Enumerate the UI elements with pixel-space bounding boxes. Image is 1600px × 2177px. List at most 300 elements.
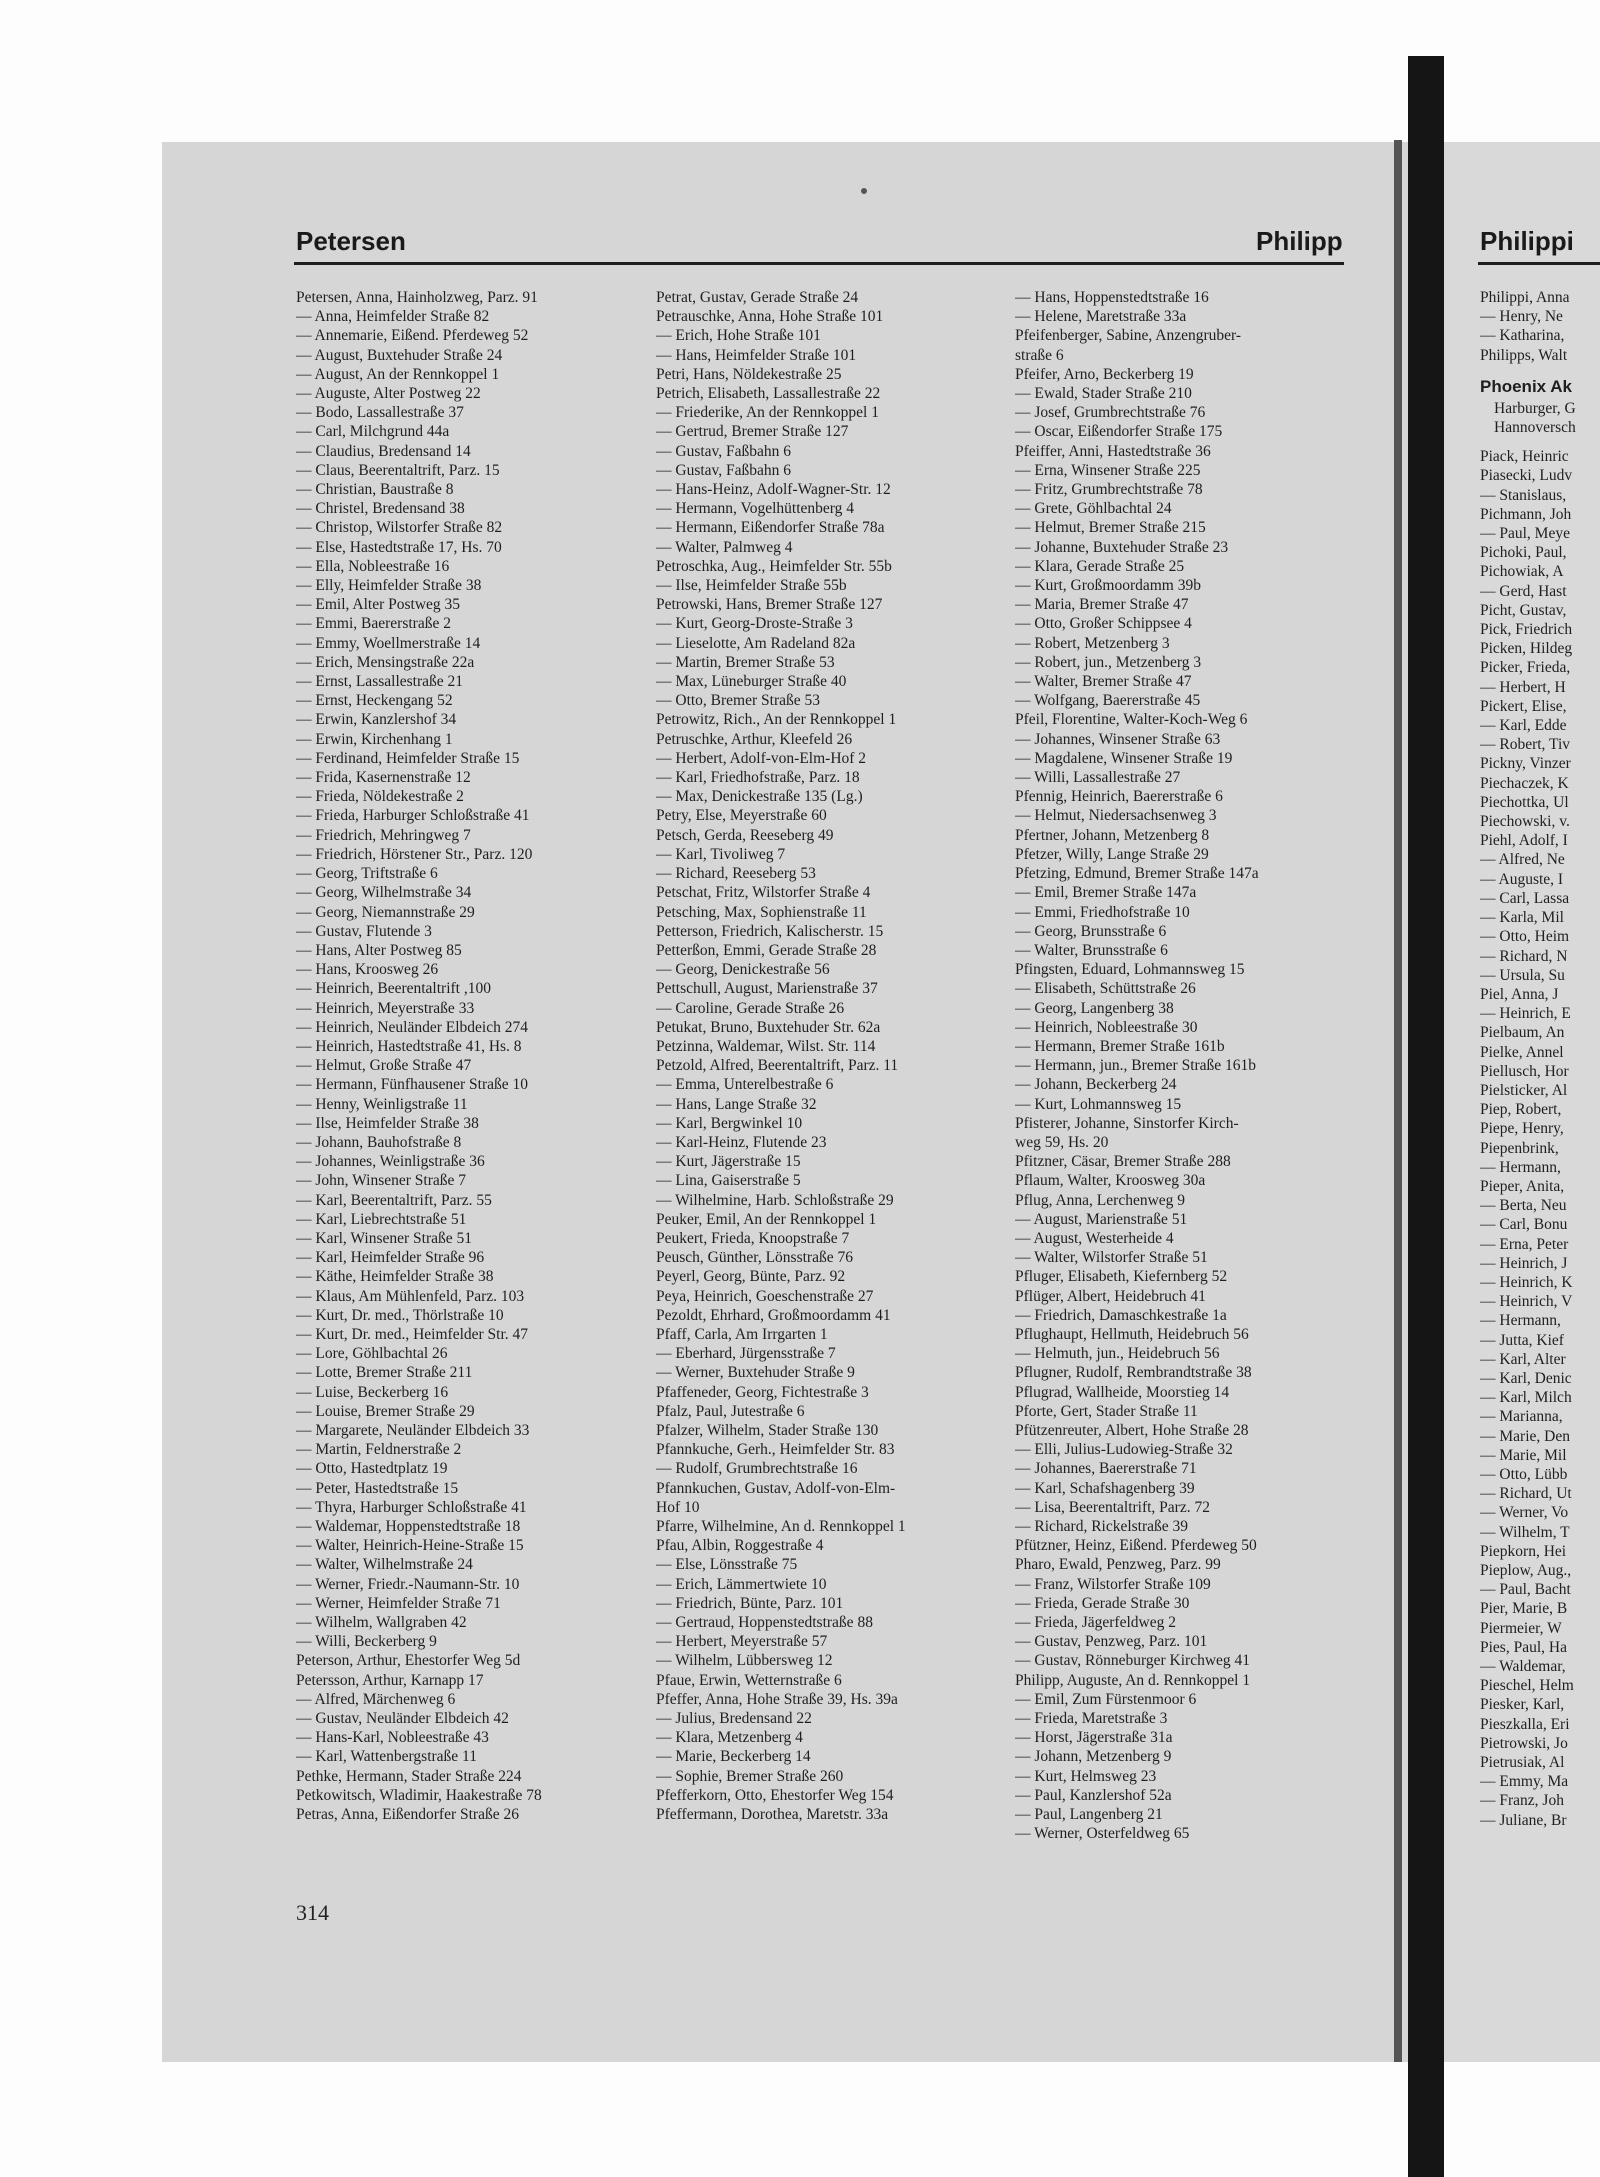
directory-entry: Pickert, Elise, — [1480, 697, 1567, 715]
directory-entry: Piep, Robert, — [1480, 1101, 1562, 1119]
directory-entry: — Gustav, Rönneburger Kirchweg 41 — [1015, 1652, 1251, 1670]
directory-entry: — Heinrich, J — [1480, 1254, 1568, 1272]
directory-entry: — August, Buxtehuder Straße 24 — [296, 346, 503, 364]
directory-entry: Petrat, Gustav, Gerade Straße 24 — [656, 289, 859, 306]
directory-entry: Pfützenreuter, Albert, Hohe Straße 28 — [1015, 1421, 1249, 1439]
directory-entry: — Karl, Wattenbergstraße 11 — [296, 1748, 477, 1766]
directory-entry: — Paul, Meye — [1480, 525, 1570, 543]
directory-entry: — Kurt, Dr. med., Heimfelder Str. 47 — [296, 1325, 529, 1343]
directory-entry: — Emmy, Ma — [1480, 1773, 1569, 1791]
directory-entry: — Helmut, Große Straße 47 — [296, 1057, 472, 1075]
directory-entry: — Alfred, Ne — [1480, 851, 1565, 869]
directory-entry: Peterson, Arthur, Ehestorfer Weg 5d — [296, 1652, 521, 1670]
directory-entry: — Kurt, Lohmannsweg 15 — [1015, 1095, 1182, 1113]
directory-entry: — Erich, Mensingstraße 22a — [296, 653, 475, 671]
directory-entry: — Paul, Langenberg 21 — [1015, 1806, 1163, 1824]
directory-entry: — Max, Denickestraße 135 (Lg.) — [656, 788, 863, 806]
page-number: 314 — [296, 1900, 329, 1925]
directory-entry: — Waldemar, Hoppenstedtstraße 18 — [296, 1518, 521, 1535]
directory-entry: — Frieda, Gerade Straße 30 — [1015, 1594, 1190, 1612]
directory-entry: — Emmy, Woellmerstraße 14 — [296, 634, 481, 652]
directory-entry: — Werner, Friedr.-Naumann-Str. 10 — [296, 1575, 520, 1593]
directory-entry: — Frieda, Nöldekestraße 2 — [296, 788, 464, 806]
directory-entry: — Hermann, — [1480, 1312, 1561, 1330]
directory-entry: Pfannkuche, Gerh., Heimfelder Str. 83 — [656, 1441, 895, 1459]
directory-entry: Pharo, Ewald, Penzweg, Parz. 99 — [1015, 1556, 1221, 1574]
directory-entry: — August, An der Rennkoppel 1 — [296, 365, 500, 383]
next-page-header-rule — [1478, 262, 1600, 265]
directory-entry: — Wilhelm, Lübbersweg 12 — [656, 1652, 833, 1670]
directory-entry: — Elli, Julius-Ludowieg-Straße 32 — [1015, 1441, 1233, 1459]
directory-entry: Piermeier, W — [1480, 1619, 1562, 1637]
directory-entry: — Oscar, Eißendorfer Straße 175 — [1015, 423, 1223, 441]
directory-entry: — Frieda, Jägerfeldweg 2 — [1015, 1614, 1176, 1632]
directory-entry: — Kurt, Helmsweg 23 — [1015, 1767, 1157, 1785]
directory-entry: — Karl-Heinz, Flutende 23 — [656, 1133, 827, 1151]
directory-entry: — Peter, Hastedtstraße 15 — [296, 1479, 459, 1497]
directory-entry: — Ilse, Heimfelder Straße 38 — [296, 1114, 479, 1132]
firm-address-lines — [1494, 399, 1600, 437]
directory-entry: — Karl, Milch — [1480, 1389, 1572, 1407]
directory-entry: — August, Westerheide 4 — [1015, 1229, 1174, 1247]
directory-entry: Pflughaupt, Hellmuth, Heidebruch 56 — [1015, 1325, 1249, 1343]
directory-entry: — Christop, Wilstorfer Straße 82 — [296, 519, 503, 537]
directory-entry: — Josef, Grumbrechtstraße 76 — [1015, 404, 1206, 422]
directory-entry: — Julius, Bredensand 22 — [656, 1710, 812, 1728]
directory-entry: Piepe, Henry, — [1480, 1120, 1564, 1138]
directory-entry: — Kurt, Dr. med., Thörlstraße 10 — [296, 1306, 504, 1324]
directory-entry: — Emil, Zum Fürstenmoor 6 — [1015, 1690, 1197, 1708]
directory-entry: — Hans, Lange Straße 32 — [656, 1095, 817, 1113]
directory-entry: — Franz, Joh — [1480, 1792, 1564, 1810]
directory-entry: — Hans, Heimfelder Straße 101 — [656, 346, 857, 364]
directory-entry: — Heinrich, E — [1480, 1005, 1571, 1023]
directory-entry: Petzinna, Waldemar, Wilst. Str. 114 — [656, 1037, 876, 1055]
directory-entry: Piehl, Adolf, I — [1480, 832, 1568, 850]
directory-entry: — Walter, Brunsstraße 6 — [1015, 941, 1168, 959]
directory-entry: Pfisterer, Johanne, Sinstorfer Kirch- — [1015, 1114, 1239, 1132]
directory-entry: — Marie, Den — [1480, 1427, 1570, 1445]
directory-entry: — Herbert, H — [1480, 678, 1566, 696]
directory-entry: — Erich, Lämmertwiete 10 — [656, 1575, 827, 1593]
directory-entry: Petrauschke, Anna, Hohe Straße 101 — [656, 308, 884, 326]
directory-entry: — Herbert, Meyerstraße 57 — [656, 1633, 828, 1651]
directory-entry: — Gerd, Hast — [1480, 582, 1567, 600]
directory-entry: Pfaue, Erwin, Wetternstraße 6 — [656, 1671, 842, 1689]
directory-entry: — Berta, Neu — [1480, 1197, 1567, 1215]
directory-entry: — Hans-Heinz, Adolf-Wagner-Str. 12 — [656, 481, 891, 499]
directory-entry: — Heinrich, Hastedtstraße 41, Hs. 8 — [296, 1037, 522, 1055]
directory-entry: — Werner, Heimfelder Straße 71 — [296, 1594, 501, 1612]
directory-entry: Pfetzing, Edmund, Bremer Straße 147a — [1015, 865, 1259, 883]
directory-entry: — Ilse, Heimfelder Straße 55b — [656, 577, 847, 595]
directory-entry: — Henry, Ne — [1480, 308, 1563, 326]
directory-entry: — Käthe, Heimfelder Straße 38 — [296, 1268, 494, 1286]
directory-entry: — Werner, Vo — [1480, 1504, 1569, 1522]
directory-entry: — Frida, Kasernenstraße 12 — [296, 769, 471, 787]
directory-entry: — Johann, Bauhofstraße 8 — [296, 1133, 462, 1151]
directory-entry: — Lina, Gaiserstraße 5 — [656, 1172, 801, 1190]
directory-entry: Petras, Anna, Eißendorfer Straße 26 — [296, 1806, 519, 1824]
directory-entry: — Willi, Beckerberg 9 — [296, 1633, 437, 1651]
directory-entry: — Stanislaus, — [1480, 486, 1567, 504]
directory-entry: — Karla, Mil — [1480, 909, 1564, 927]
directory-entry: Pieschel, Helm — [1480, 1677, 1574, 1695]
directory-entry: Philipp, Auguste, An d. Rennkoppel 1 — [1015, 1671, 1251, 1689]
directory-entry: Pettschull, August, Marienstraße 37 — [656, 980, 878, 998]
directory-entry: — Martin, Bremer Straße 53 — [656, 653, 835, 671]
directory-entry: — Walter, Bremer Straße 47 — [1015, 673, 1192, 691]
directory-entry: — Christian, Baustraße 8 — [296, 481, 454, 499]
directory-entry: — Kurt, Georg-Droste-Straße 3 — [656, 615, 853, 633]
directory-entry: — Johann, Metzenberg 9 — [1015, 1748, 1172, 1766]
directory-entry: — Georg, Denickestraße 56 — [656, 961, 830, 979]
directory-entry: Pfaff, Carla, Am Irrgarten 1 — [656, 1325, 828, 1343]
directory-entry: — Otto, Hastedtplatz 19 — [296, 1460, 448, 1478]
directory-entry: — Carl, Milchgrund 44a — [296, 423, 450, 441]
directory-entry: — John, Winsener Straße 7 — [296, 1172, 466, 1190]
directory-entry: Pfannkuchen, Gustav, Adolf-von-Elm- — [656, 1479, 896, 1497]
directory-entry: — Magdalene, Winsener Straße 19 — [1015, 749, 1233, 767]
directory-entry: — Ewald, Stader Straße 210 — [1015, 385, 1192, 403]
directory-entry: — Friedrich, Hörstener Str., Parz. 120 — [296, 845, 533, 863]
directory-entry: Petruschke, Arthur, Kleefeld 26 — [656, 730, 853, 748]
directory-entry: — Rudolf, Grumbrechtstraße 16 — [656, 1460, 858, 1478]
directory-entry: — Johannes, Winsener Straße 63 — [1015, 730, 1221, 748]
directory-entry: — Carl, Lassa — [1480, 889, 1570, 907]
directory-entry: — Friedrich, Mehringweg 7 — [296, 826, 471, 844]
directory-entry: — Claus, Beerentaltrift, Parz. 15 — [296, 461, 500, 479]
directory-entry: Peuker, Emil, An der Rennkoppel 1 — [656, 1210, 877, 1228]
directory-entry: — Ella, Nobleestraße 16 — [296, 557, 450, 575]
directory-entry: — Auguste, I — [1480, 870, 1564, 888]
directory-entry: — Auguste, Alter Postweg 22 — [296, 385, 481, 403]
directory-entry: Pfalzer, Wilhelm, Stader Straße 130 — [656, 1421, 879, 1439]
directory-entry: — Georg, Niemannstraße 29 — [296, 903, 475, 921]
directory-entry: — Bodo, Lassallestraße 37 — [296, 404, 464, 422]
directory-entry: Philippi, Anna — [1480, 289, 1570, 306]
directory-entry: Pfeffer, Anna, Hohe Straße 39, Hs. 39a — [656, 1690, 898, 1708]
directory-entry: Petri, Hans, Nöldekestraße 25 — [656, 365, 842, 383]
directory-entry: — Frieda, Maretstraße 3 — [1015, 1710, 1168, 1728]
directory-entry: — Robert, Tiv — [1480, 736, 1571, 754]
directory-entry: Piellusch, Hor — [1480, 1062, 1569, 1080]
firm-heading: Phoenix Ak — [1480, 376, 1572, 396]
running-header-left: Petersen — [296, 226, 406, 256]
directory-entry: — Maria, Bremer Straße 47 — [1015, 596, 1189, 614]
directory-entry: — Erna, Winsener Straße 225 — [1015, 461, 1201, 479]
spacer — [1480, 437, 1600, 447]
directory-entry: Piechottka, Ul — [1480, 793, 1569, 811]
directory-entry: — Werner, Buxtehuder Straße 9 — [656, 1364, 855, 1382]
directory-entry: Piel, Anna, J — [1480, 985, 1559, 1003]
directory-entry: — Heinrich, V — [1480, 1293, 1573, 1311]
directory-column-2 — [656, 288, 996, 1824]
directory-entry: Petschat, Fritz, Wilstorfer Straße 4 — [656, 884, 871, 902]
directory-entry: — Erwin, Kanzlershof 34 — [296, 711, 457, 729]
directory-entry: — Hermann, Vogelhüttenberg 4 — [656, 500, 855, 518]
directory-entry: — Emma, Unterelbestraße 6 — [656, 1076, 834, 1094]
directory-entry: Petkowitsch, Wladimir, Haakestraße 78 — [296, 1786, 542, 1804]
directory-entry: — Elisabeth, Schüttstraße 26 — [1015, 980, 1196, 998]
directory-entry: — Robert, jun., Metzenberg 3 — [1015, 653, 1202, 671]
directory-entry: — Karl, Winsener Straße 51 — [296, 1229, 473, 1247]
directory-entry: Pfluger, Elisabeth, Kiefernberg 52 — [1015, 1268, 1228, 1286]
directory-entry: — Wilhelmine, Harb. Schloßstraße 29 — [656, 1191, 894, 1209]
directory-entry: — Georg, Wilhelmstraße 34 — [296, 884, 472, 902]
directory-entry: — Jutta, Kief — [1480, 1331, 1564, 1349]
directory-entry: Pforte, Gert, Stader Straße 11 — [1015, 1402, 1198, 1420]
directory-entry: Pfeffermann, Dorothea, Maretstr. 33a — [656, 1806, 889, 1824]
directory-entry: — Grete, Göhlbachtal 24 — [1015, 500, 1172, 518]
directory-entry: — Alfred, Märchenweg 6 — [296, 1690, 456, 1708]
directory-entry: Pfertner, Johann, Metzenberg 8 — [1015, 826, 1210, 844]
directory-entry: — Lisa, Beerentaltrift, Parz. 72 — [1015, 1498, 1210, 1516]
directory-entry: — Gertraud, Hoppenstedtstraße 88 — [656, 1614, 873, 1632]
print-speck — [861, 188, 867, 194]
directory-entry: — Gertrud, Bremer Straße 127 — [656, 423, 849, 441]
directory-entry: — Claudius, Bredensand 14 — [296, 442, 471, 460]
directory-entry: Hannoversch — [1494, 419, 1576, 437]
directory-entry: — Gustav, Faßbahn 6 — [656, 442, 792, 460]
directory-entry: — Ernst, Heckengang 52 — [296, 692, 453, 710]
directory-entry: — Karl, Edde — [1480, 717, 1567, 735]
directory-entry: — Helmut, Niedersachsenweg 3 — [1015, 807, 1217, 825]
directory-entry: Pier, Marie, B — [1480, 1600, 1568, 1618]
directory-entry: Pflugner, Rudolf, Rembrandtstraße 38 — [1015, 1364, 1252, 1382]
directory-entry: Piasecki, Ludv — [1480, 467, 1573, 485]
directory-entry: Picken, Hildeg — [1480, 640, 1573, 658]
directory-entry: — Sophie, Bremer Straße 260 — [656, 1767, 844, 1785]
directory-entry: — Marie, Beckerberg 14 — [656, 1748, 811, 1766]
directory-entry: Pfeil, Florentine, Walter-Koch-Weg 6 — [1015, 711, 1248, 729]
directory-entry: Pethke, Hermann, Stader Straße 224 — [296, 1767, 522, 1785]
directory-entry: Pieplow, Aug., — [1480, 1562, 1572, 1579]
directory-entry: — Karl, Bergwinkel 10 — [656, 1114, 803, 1132]
directory-entry: — Werner, Osterfeldweg 65 — [1015, 1825, 1190, 1843]
directory-entry: — Walter, Wilhelmstraße 24 — [296, 1556, 473, 1574]
directory-entry: — Karl, Heimfelder Straße 96 — [296, 1249, 485, 1267]
directory-entry: — Gustav, Flutende 3 — [296, 922, 432, 940]
directory-entry: — Hans, Hoppenstedtstraße 16 — [1015, 289, 1209, 306]
spacer — [1480, 365, 1600, 375]
directory-entry: — Johannes, Weinligstraße 36 — [296, 1153, 485, 1171]
directory-entry: — Karl, Alter — [1480, 1350, 1566, 1368]
directory-entry: — Klara, Gerade Straße 25 — [1015, 557, 1185, 575]
directory-entry: — Emmi, Baererstraße 2 — [296, 615, 451, 633]
directory-entry: — Walter, Heinrich-Heine-Straße 15 — [296, 1537, 524, 1555]
directory-entry: — Heinrich, Neuländer Elbdeich 274 — [296, 1018, 528, 1036]
directory-entry: Piepkorn, Hei — [1480, 1542, 1567, 1560]
directory-entry: Pieszkalla, Eri — [1480, 1715, 1570, 1733]
directory-entry: — Johanne, Buxtehuder Straße 23 — [1015, 538, 1229, 556]
directory-entry: Pietrusiak, Al — [1480, 1754, 1565, 1772]
directory-entry: — Otto, Großer Schippsee 4 — [1015, 615, 1192, 633]
directory-entry: Philipps, Walt — [1480, 346, 1568, 364]
directory-entry: — Walter, Wilstorfer Straße 51 — [1015, 1249, 1208, 1267]
next-page-header: Philippi — [1480, 226, 1574, 256]
directory-entry: — Friedrich, Bünte, Parz. 101 — [656, 1594, 844, 1612]
directory-entry: Petzold, Alfred, Beerentaltrift, Parz. 11 — [656, 1057, 899, 1075]
directory-entry: — Hans, Alter Postweg 85 — [296, 941, 462, 959]
directory-entry: — Heinrich, Nobleestraße 30 — [1015, 1018, 1198, 1036]
next-page-entries-top — [1480, 288, 1600, 365]
directory-entry: — Fritz, Grumbrechtstraße 78 — [1015, 481, 1203, 499]
directory-entry: — Elly, Heimfelder Straße 38 — [296, 577, 482, 595]
directory-entry: Hof 10 — [656, 1498, 700, 1516]
directory-entry: Pfaffeneder, Georg, Fichtestraße 3 — [656, 1383, 869, 1401]
directory-entry: Pfeifer, Arno, Beckerberg 19 — [1015, 365, 1194, 383]
directory-entry: — Georg, Triftstraße 6 — [296, 865, 438, 883]
directory-entry: Pfeiffer, Anni, Hastedtstraße 36 — [1015, 442, 1211, 460]
directory-entry: Pies, Paul, Ha — [1480, 1638, 1567, 1656]
directory-entry: Pielbaum, An — [1480, 1024, 1565, 1042]
directory-entry: Pflüger, Albert, Heidebruch 41 — [1015, 1287, 1206, 1305]
directory-entry: — Richard, Reeseberg 53 — [656, 865, 816, 883]
directory-entry: — Marie, Mil — [1480, 1446, 1567, 1464]
directory-entry: — Gustav, Faßbahn 6 — [656, 461, 792, 479]
directory-entry: — Walter, Palmweg 4 — [656, 538, 793, 556]
directory-entry: Pielke, Annel — [1480, 1043, 1564, 1061]
directory-entry: Pichowiak, A — [1480, 563, 1564, 581]
page-edge-shadow — [1394, 140, 1402, 2062]
directory-column-3 — [1015, 288, 1360, 1843]
directory-entry: — Hermann, Fünfhausener Straße 10 — [296, 1076, 529, 1094]
directory-entry: — Heinrich, Beerentaltrift ,100 — [296, 980, 491, 998]
directory-entry: — Lotte, Bremer Straße 211 — [296, 1364, 473, 1382]
directory-entry: Pflaum, Walter, Kroosweg 30a — [1015, 1172, 1206, 1190]
directory-entry: Petersen, Anna, Hainholzweg, Parz. 91 — [296, 289, 538, 306]
directory-entry: — Hans, Kroosweg 26 — [296, 961, 439, 979]
directory-entry: — Wilhelm, T — [1480, 1523, 1570, 1541]
directory-entry: Piepenbrink, — [1480, 1139, 1559, 1157]
directory-entry: — Paul, Kanzlershof 52a — [1015, 1786, 1172, 1804]
directory-entry: — Karl, Denic — [1480, 1369, 1572, 1387]
directory-entry: — Georg, Langenberg 38 — [1015, 999, 1174, 1017]
directory-entry: Petrowitz, Rich., An der Rennkoppel 1 — [656, 711, 897, 729]
directory-entry: — Lore, Göhlbachtal 26 — [296, 1345, 448, 1363]
directory-entry: — Otto, Bremer Straße 53 — [656, 692, 821, 710]
directory-entry: — Hermann, jun., Bremer Straße 161b — [1015, 1057, 1257, 1075]
directory-entry: — Hans-Karl, Nobleestraße 43 — [296, 1729, 489, 1747]
directory-entry: — Katharina, — [1480, 327, 1565, 345]
directory-entry: Petterßon, Emmi, Gerade Straße 28 — [656, 941, 877, 959]
directory-entry: — Franz, Wilstorfer Straße 109 — [1015, 1575, 1211, 1593]
directory-entry: — Luise, Beckerberg 16 — [296, 1383, 449, 1401]
directory-entry: — Frieda, Harburger Schloßstraße 41 — [296, 807, 530, 825]
directory-entry: — Karl, Friedhofstraße, Parz. 18 — [656, 769, 860, 787]
directory-entry: — Christel, Bredensand 38 — [296, 500, 465, 518]
directory-entry: — Paul, Bacht — [1480, 1581, 1571, 1599]
directory-entry: — Richard, Ut — [1480, 1485, 1572, 1503]
directory-entry: — Martin, Feldnerstraße 2 — [296, 1441, 462, 1459]
directory-entry: — Emil, Bremer Straße 147a — [1015, 884, 1197, 902]
directory-entry: Pfefferkorn, Otto, Ehestorfer Weg 154 — [656, 1786, 894, 1804]
directory-entry: — Helmut, Bremer Straße 215 — [1015, 519, 1206, 537]
next-page-column — [1480, 288, 1600, 1830]
directory-entry: Peya, Heinrich, Goeschenstraße 27 — [656, 1287, 874, 1305]
directory-entry: Pfingsten, Eduard, Lohmannsweg 15 — [1015, 961, 1245, 979]
directory-entry: — Robert, Metzenberg 3 — [1015, 634, 1170, 652]
directory-entry: — Friederike, An der Rennkoppel 1 — [656, 404, 879, 422]
directory-entry: — Hermann, Eißendorfer Straße 78a — [656, 519, 885, 537]
directory-entry: — Johannes, Baererstraße 71 — [1015, 1460, 1197, 1478]
directory-entry: — Emmi, Friedhofstraße 10 — [1015, 903, 1190, 921]
directory-entry: — Kurt, Jägerstraße 15 — [656, 1153, 801, 1171]
directory-entry: — Richard, N — [1480, 947, 1568, 965]
directory-entry: Pichoki, Paul, — [1480, 544, 1567, 562]
running-header-right: Philipp — [1256, 226, 1343, 256]
directory-entry: — Caroline, Gerade Straße 26 — [656, 999, 845, 1017]
directory-entry: — Horst, Jägerstraße 31a — [1015, 1729, 1173, 1747]
directory-entry: Piack, Heinric — [1480, 448, 1569, 466]
directory-entry: straße 6 — [1015, 346, 1064, 364]
directory-entry: — Gustav, Neuländer Elbdeich 42 — [296, 1710, 509, 1728]
directory-entry: Picker, Frieda, — [1480, 659, 1571, 677]
directory-entry: — Ursula, Su — [1480, 966, 1565, 984]
directory-entry: — Carl, Bonu — [1480, 1216, 1568, 1234]
directory-entry: — Annemarie, Eißend. Pferdeweg 52 — [296, 327, 529, 345]
directory-entry: Pfalz, Paul, Jutestraße 6 — [656, 1402, 805, 1420]
directory-entry: — Henny, Weinligstraße 11 — [296, 1095, 468, 1113]
directory-entry: — Karl, Liebrechtstraße 51 — [296, 1210, 467, 1228]
directory-entry: — Klara, Metzenberg 4 — [656, 1729, 803, 1747]
directory-entry: — Ernst, Lassallestraße 21 — [296, 673, 464, 691]
directory-entry: — Waldemar, — [1480, 1658, 1566, 1676]
directory-entry: — Karl, Schafshagenberg 39 — [1015, 1479, 1195, 1497]
directory-entry: Petsching, Max, Sophienstraße 11 — [656, 903, 867, 921]
directory-entry: — Gustav, Penzweg, Parz. 101 — [1015, 1633, 1208, 1651]
directory-entry: Piechowski, v. — [1480, 813, 1570, 831]
directory-entry: weg 59, Hs. 20 — [1015, 1133, 1109, 1151]
directory-entry: Pfitzner, Cäsar, Bremer Straße 288 — [1015, 1153, 1231, 1171]
directory-entry: — Karl, Tivoliweg 7 — [656, 845, 786, 863]
directory-entry: Pickny, Vinzer — [1480, 755, 1571, 773]
directory-entry: — Herbert, Adolf-von-Elm-Hof 2 — [656, 749, 867, 767]
directory-entry: — Helene, Maretstraße 33a — [1015, 308, 1187, 326]
directory-entry: Pfarre, Wilhelmine, An d. Rennkoppel 1 — [656, 1518, 906, 1535]
directory-entry: Peukert, Frieda, Knoopstraße 7 — [656, 1229, 850, 1247]
directory-entry: Petry, Else, Meyerstraße 60 — [656, 807, 827, 825]
directory-entry: Pichmann, Joh — [1480, 505, 1572, 523]
directory-entry: Pielsticker, Al — [1480, 1081, 1568, 1099]
directory-entry: — Hermann, — [1480, 1158, 1561, 1176]
directory-entry: Peusch, Günther, Lönsstraße 76 — [656, 1249, 853, 1267]
book-gutter — [1408, 56, 1444, 2177]
directory-entry: Pflug, Anna, Lerchenweg 9 — [1015, 1191, 1186, 1209]
header-rule — [294, 262, 1344, 265]
directory-entry: Pfetzer, Willy, Lange Straße 29 — [1015, 845, 1209, 863]
directory-entry: — August, Marienstraße 51 — [1015, 1210, 1188, 1228]
directory-entry: Piesker, Karl, — [1480, 1696, 1565, 1714]
directory-entry: — Eberhard, Jürgensstraße 7 — [656, 1345, 836, 1363]
next-page-entries — [1480, 447, 1600, 1830]
directory-entry: — Kurt, Großmoordamm 39b — [1015, 577, 1201, 595]
directory-entry: — Margarete, Neuländer Elbdeich 33 — [296, 1421, 530, 1439]
directory-entry: Pflugrad, Wallheide, Moorstieg 14 — [1015, 1383, 1230, 1401]
directory-entry: — Erwin, Kirchenhang 1 — [296, 730, 453, 748]
directory-entry: Petukat, Bruno, Buxtehuder Str. 62a — [656, 1018, 881, 1036]
directory-entry: — Wolfgang, Baererstraße 45 — [1015, 692, 1201, 710]
directory-entry: — Louise, Bremer Straße 29 — [296, 1402, 475, 1420]
directory-entry: Pfau, Albin, Roggestraße 4 — [656, 1537, 824, 1555]
directory-entry: — Friedrich, Damaschkestraße 1a — [1015, 1306, 1227, 1324]
directory-entry: — Anna, Heimfelder Straße 82 — [296, 308, 490, 326]
directory-column-1 — [296, 288, 631, 1824]
directory-entry: Petrich, Elisabeth, Lassallestraße 22 — [656, 385, 881, 403]
directory-entry: Picht, Gustav, — [1480, 601, 1567, 619]
directory-entry: — Otto, Lübb — [1480, 1465, 1568, 1483]
